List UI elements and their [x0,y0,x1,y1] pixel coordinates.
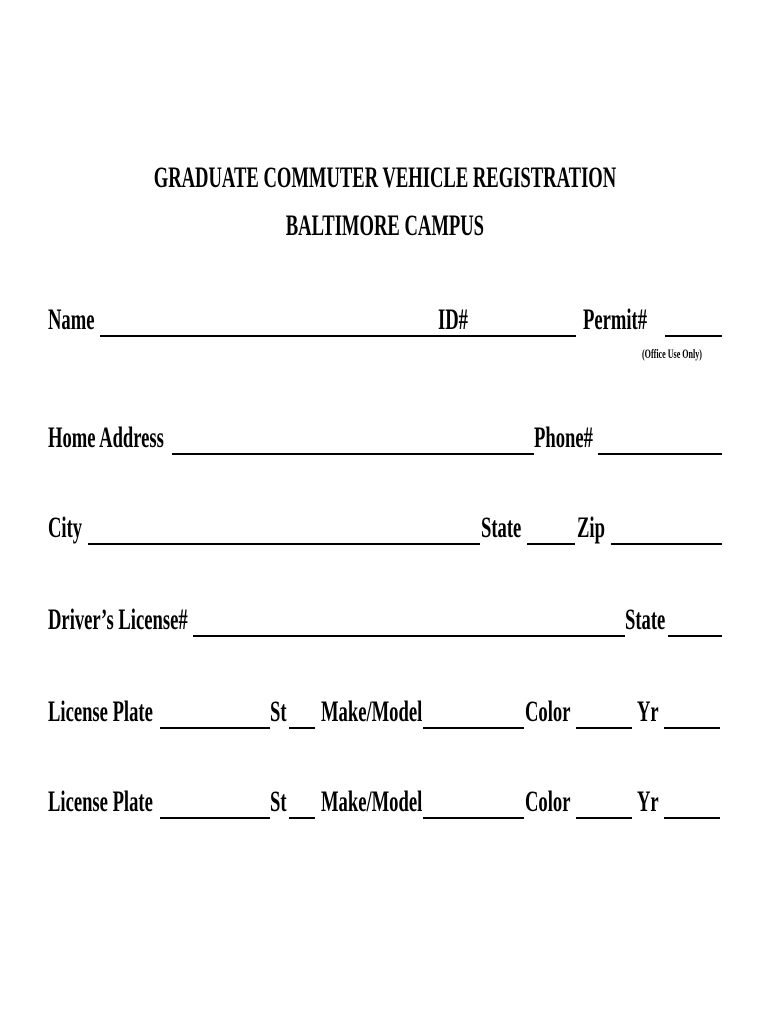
yr-label: Yr [637,785,659,818]
vehicle-row-1 [48,697,722,737]
phone-field[interactable] [598,453,722,455]
permit-label: Permit# [583,303,648,336]
yr-label: Yr [637,695,659,728]
st-field[interactable] [289,817,315,819]
office-use-note: (Office Use Only) [642,346,702,361]
form-title-line-1: GRADUATE COMMUTER VEHICLE REGISTRATION [153,161,617,194]
zip-field[interactable] [611,543,722,545]
permit-field[interactable] [665,335,722,337]
yr-field[interactable] [664,727,720,729]
make-model-label: Make/Model [321,785,423,818]
license-plate-label: License Plate [48,785,153,818]
name-row [48,305,722,345]
st-label: St [270,785,287,818]
drivers-license-label: Driver’s License# [48,603,188,636]
name-label: Name [48,303,95,336]
phone-label: Phone# [534,421,593,454]
form-title [0,163,770,193]
zip-label: Zip [577,511,605,544]
st-label: St [270,695,287,728]
state-label: State [481,511,522,544]
color-label: Color [525,695,571,728]
form-title-line-2: BALTIMORE CAMPUS [285,209,485,242]
color-field[interactable] [576,727,632,729]
city-label: City [48,511,83,544]
yr-field[interactable] [664,817,720,819]
color-label: Color [525,785,571,818]
name-field[interactable] [100,335,482,337]
drivers-license-field[interactable] [193,635,625,637]
drivers-license-state-label: State [625,603,666,636]
st-field[interactable] [289,727,315,729]
city-field[interactable] [88,543,480,545]
city-row [48,513,722,553]
state-field[interactable] [527,543,575,545]
drivers-license-state-field[interactable] [668,635,722,637]
license-plate-label: License Plate [48,695,153,728]
license-plate-field[interactable] [160,817,270,819]
vehicle-row-2 [48,787,722,827]
id-field[interactable] [472,335,576,337]
form-subtitle [0,211,770,241]
license-plate-field[interactable] [160,727,270,729]
home-address-row [48,423,722,463]
id-label: ID# [438,303,468,336]
home-address-label: Home Address [48,421,164,454]
home-address-field[interactable] [172,453,534,455]
drivers-license-row [48,605,722,645]
make-model-label: Make/Model [321,695,423,728]
make-model-field[interactable] [423,817,524,819]
color-field[interactable] [576,817,632,819]
make-model-field[interactable] [423,727,524,729]
